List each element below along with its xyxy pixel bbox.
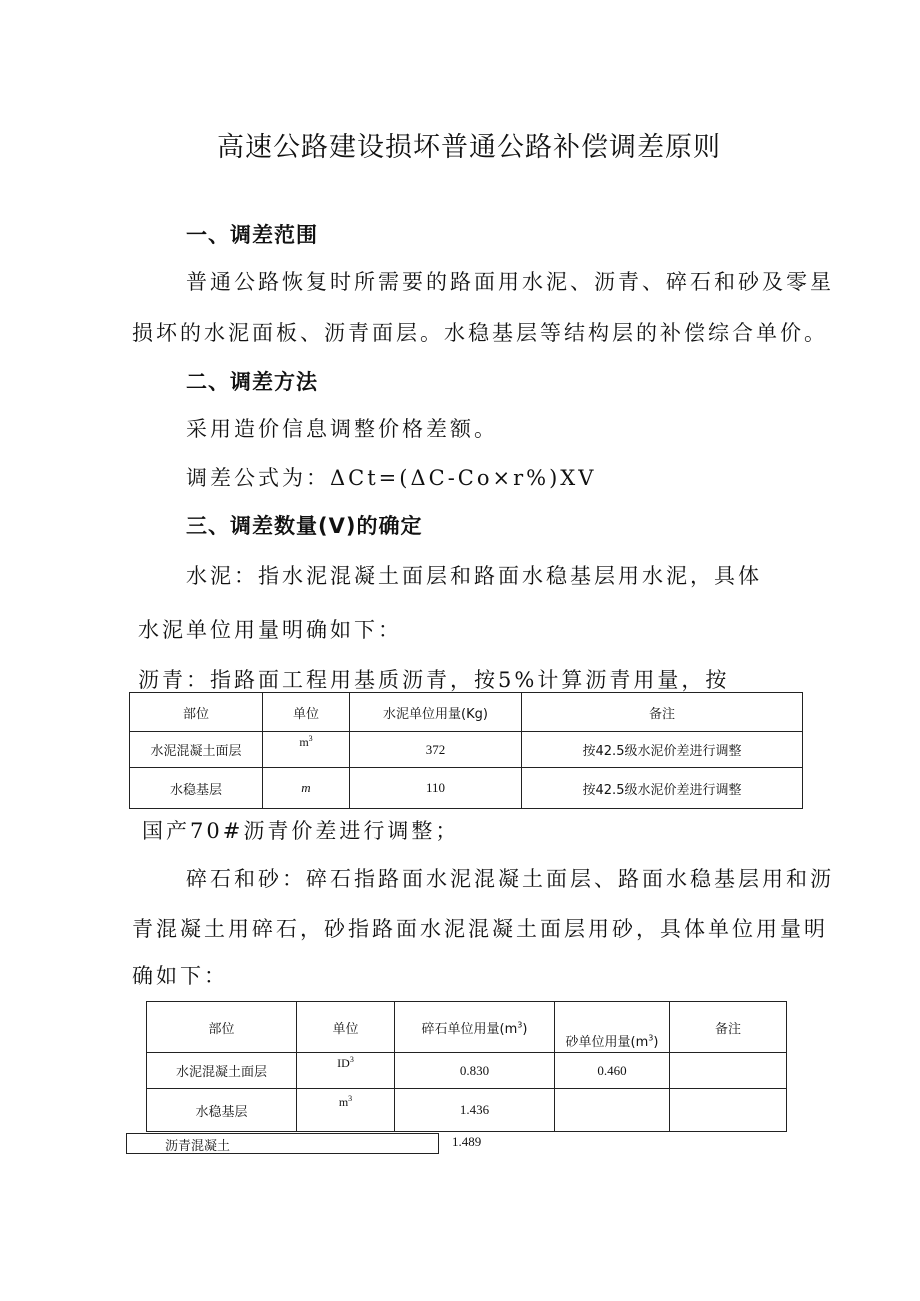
header-part: 部位: [147, 1002, 297, 1053]
header-part: 部位: [130, 693, 263, 732]
cell-unit: $m^3$: [297, 1089, 395, 1132]
cell-note: [670, 1089, 787, 1132]
asphalt-paragraph-line: 沥青：指路面工程用基质沥青，按5%计算沥青用量，按: [138, 668, 730, 692]
method-paragraph: 采用造价信息调整价格差额。: [186, 417, 498, 441]
cell-part: 沥青混凝土: [165, 1139, 231, 1154]
cell-gravel: 1.489: [452, 1134, 482, 1149]
table-row: [147, 1089, 787, 1132]
cell-note: 按42.5级水泥价差进行调整: [522, 768, 803, 809]
cell-note: [670, 1053, 787, 1089]
header-gravel-usage: 碎石单位用量$(m^3)$: [395, 1002, 555, 1053]
section-heading-scope: 一、调差范围: [186, 223, 318, 247]
cell-unit: $ID^3$: [297, 1053, 395, 1089]
cell-note: 按42.5级水泥价差进行调整: [522, 732, 803, 768]
formula-line: 调差公式为：ΔCt=(ΔC-Co×r%)XV: [186, 466, 597, 490]
page-title: 高速公路建设损坏普通公路补偿调差原则: [217, 132, 721, 163]
cell-gravel: 1.436: [395, 1089, 555, 1132]
cell-part: 水泥混凝土面层: [130, 732, 263, 768]
cement-paragraph-line: 水泥单位用量明确如下：: [138, 618, 402, 642]
cell-value: 110: [350, 768, 522, 809]
cell-sand: 0.460: [555, 1053, 670, 1089]
cell-part: 水泥混凝土面层: [147, 1053, 297, 1089]
cell-part: 水稳基层: [147, 1089, 297, 1132]
cell-unit: $m^3$: [263, 732, 350, 768]
gravel-sand-usage-table: [146, 1001, 787, 1132]
cement-usage-table: [129, 692, 803, 809]
cell-part: 水稳基层: [130, 768, 263, 809]
cell-gravel: 0.830: [395, 1053, 555, 1089]
table-row: [147, 1053, 787, 1089]
header-sand-usage: 砂单位用量$(m^3)$: [555, 1002, 670, 1053]
cell-value: 372: [350, 732, 522, 768]
asphalt-paragraph-line: 国产70#沥青价差进行调整；: [142, 819, 460, 843]
table-row: [130, 732, 803, 768]
header-unit: 单位: [263, 693, 350, 732]
gravel-paragraph-line: 确如下：: [132, 964, 228, 988]
cell-sand: [555, 1089, 670, 1132]
gravel-paragraph-line: 青混凝土用碎石，砂指路面水泥混凝土面层用砂，具体单位用量明: [132, 917, 828, 941]
header-note: 备注: [670, 1002, 787, 1053]
section-heading-method: 二、调差方法: [186, 370, 318, 394]
header-unit: 单位: [297, 1002, 395, 1053]
table-header-row: [147, 1002, 787, 1053]
header-note: 备注: [522, 693, 803, 732]
table-header-row: [130, 693, 803, 732]
header-cement-usage: 水泥单位用量(Kg): [350, 693, 522, 732]
cement-paragraph-line: 水泥：指水泥混凝土面层和路面水稳基层用水泥，具体: [186, 564, 762, 588]
cell-unit: m: [263, 768, 350, 809]
table-row: [130, 768, 803, 809]
gravel-paragraph-line: 碎石和砂：碎石指路面水泥混凝土面层、路面水稳基层用和沥: [186, 867, 834, 891]
scope-paragraph-line: 普通公路恢复时所需要的路面用水泥、沥青、碎石和砂及零星: [186, 270, 834, 294]
scope-paragraph-line: 损坏的水泥面板、沥青面层。水稳基层等结构层的补偿综合单价。: [132, 321, 828, 345]
section-heading-quantity: 三、调差数量(V)的确定: [186, 514, 423, 538]
table-extra-row: [126, 1133, 439, 1154]
